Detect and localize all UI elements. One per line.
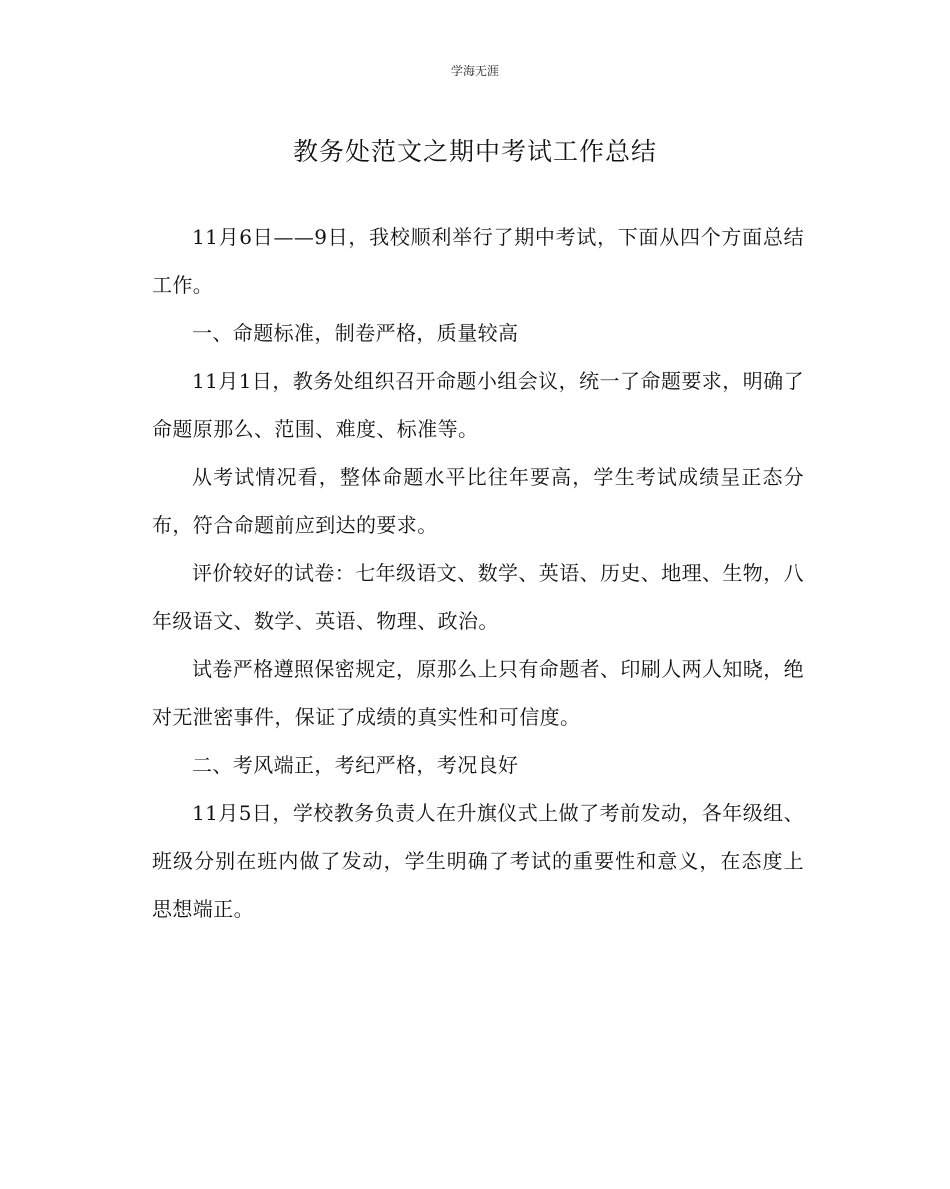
page-header: 学海无涯 xyxy=(450,64,499,78)
paragraph: 11月5日，学校教务负责人在升旗仪式上做了考前发动，各年级组、班级分别在班内做了发动，学生明确了考试的重要性和意义，在态度上思想端正。 xyxy=(152,801,804,921)
paragraph: 试卷严格遵照保密规定，原那么上只有命题者、印刷人两人知晓，绝对无泄密事件，保证了成绩的真实性和可信度。 xyxy=(152,657,804,729)
paragraph: 评价较好的试卷：七年级语文、数学、英语、历史、地理、生物，八年级语文、数学、英语、物理、政治。 xyxy=(152,561,804,633)
section-heading: 一、命题标准，制卷严格，质量较高 xyxy=(192,321,519,345)
paragraph: 从考试情况看，整体命题水平比往年要高，学生考试成绩呈正态分布，符合命题前应到达的要求。 xyxy=(152,465,804,537)
document-title: 教务处范文之期中考试工作总结 xyxy=(292,137,657,166)
paragraph: 11月1日，教务处组织召开命题小组会议，统一了命题要求，明确了命题原那么、范围、难度、标准等。 xyxy=(152,369,804,441)
section-heading: 二、考风端正，考纪严格，考况良好 xyxy=(192,753,519,777)
paragraph: 11月6日——9日，我校顺利举行了期中考试，下面从四个方面总结工作。 xyxy=(152,225,804,297)
document-body xyxy=(148,213,804,933)
